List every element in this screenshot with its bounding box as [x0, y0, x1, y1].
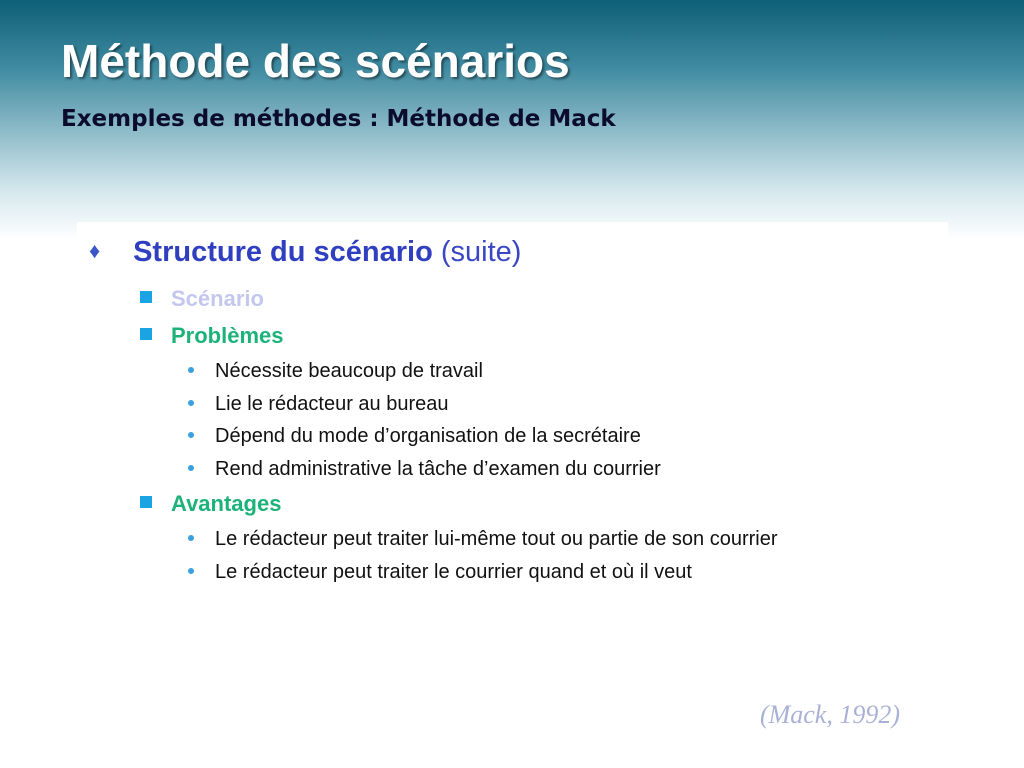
section-avantages: [140, 491, 281, 517]
list-item-text: Nécessite beaucoup de travail: [215, 360, 483, 382]
dot-bullet-icon: [188, 400, 194, 406]
slide-title: Méthode des scénarios: [61, 35, 570, 87]
dot-bullet-icon: [188, 367, 194, 373]
list-item: [188, 425, 641, 448]
dot-bullet-icon: [188, 568, 194, 574]
list-item-text: Le rédacteur peut traiter le courrier quand et où il veut: [215, 561, 692, 583]
citation: (Mack, 1992): [759, 700, 900, 729]
main-bullet-title: Structure du scénario: [133, 236, 433, 268]
dot-bullet-icon: [188, 535, 194, 541]
section-label: Problèmes: [171, 323, 284, 348]
list-item: [188, 360, 483, 383]
section-label: Avantages: [171, 491, 282, 516]
list-item: [188, 528, 778, 551]
dot-bullet-icon: [188, 465, 194, 471]
slide-subtitle: Exemples de méthodes : Méthode de Mack: [61, 106, 616, 132]
list-item-text: Lie le rédacteur au bureau: [215, 393, 449, 415]
section-scenario: [140, 286, 264, 312]
list-item: [188, 458, 661, 481]
list-item: [188, 561, 692, 584]
dot-bullet-icon: [188, 432, 194, 438]
list-item-text: Le rédacteur peut traiter lui-même tout ou partie de son courrier: [215, 528, 778, 550]
section-problemes: [140, 323, 284, 349]
square-bullet-icon: [140, 291, 152, 303]
section-label: Scénario: [171, 286, 264, 311]
list-item-text: Dépend du mode d’organisation de la secrétaire: [215, 425, 641, 447]
square-bullet-icon: [140, 328, 152, 340]
main-bullet-suffix: (suite): [440, 236, 522, 268]
main-bullet: [89, 236, 521, 269]
diamond-icon: ♦: [89, 238, 101, 263]
square-bullet-icon: [140, 496, 152, 508]
list-item: [188, 393, 449, 416]
list-item-text: Rend administrative la tâche d’examen du courrier: [215, 458, 661, 480]
